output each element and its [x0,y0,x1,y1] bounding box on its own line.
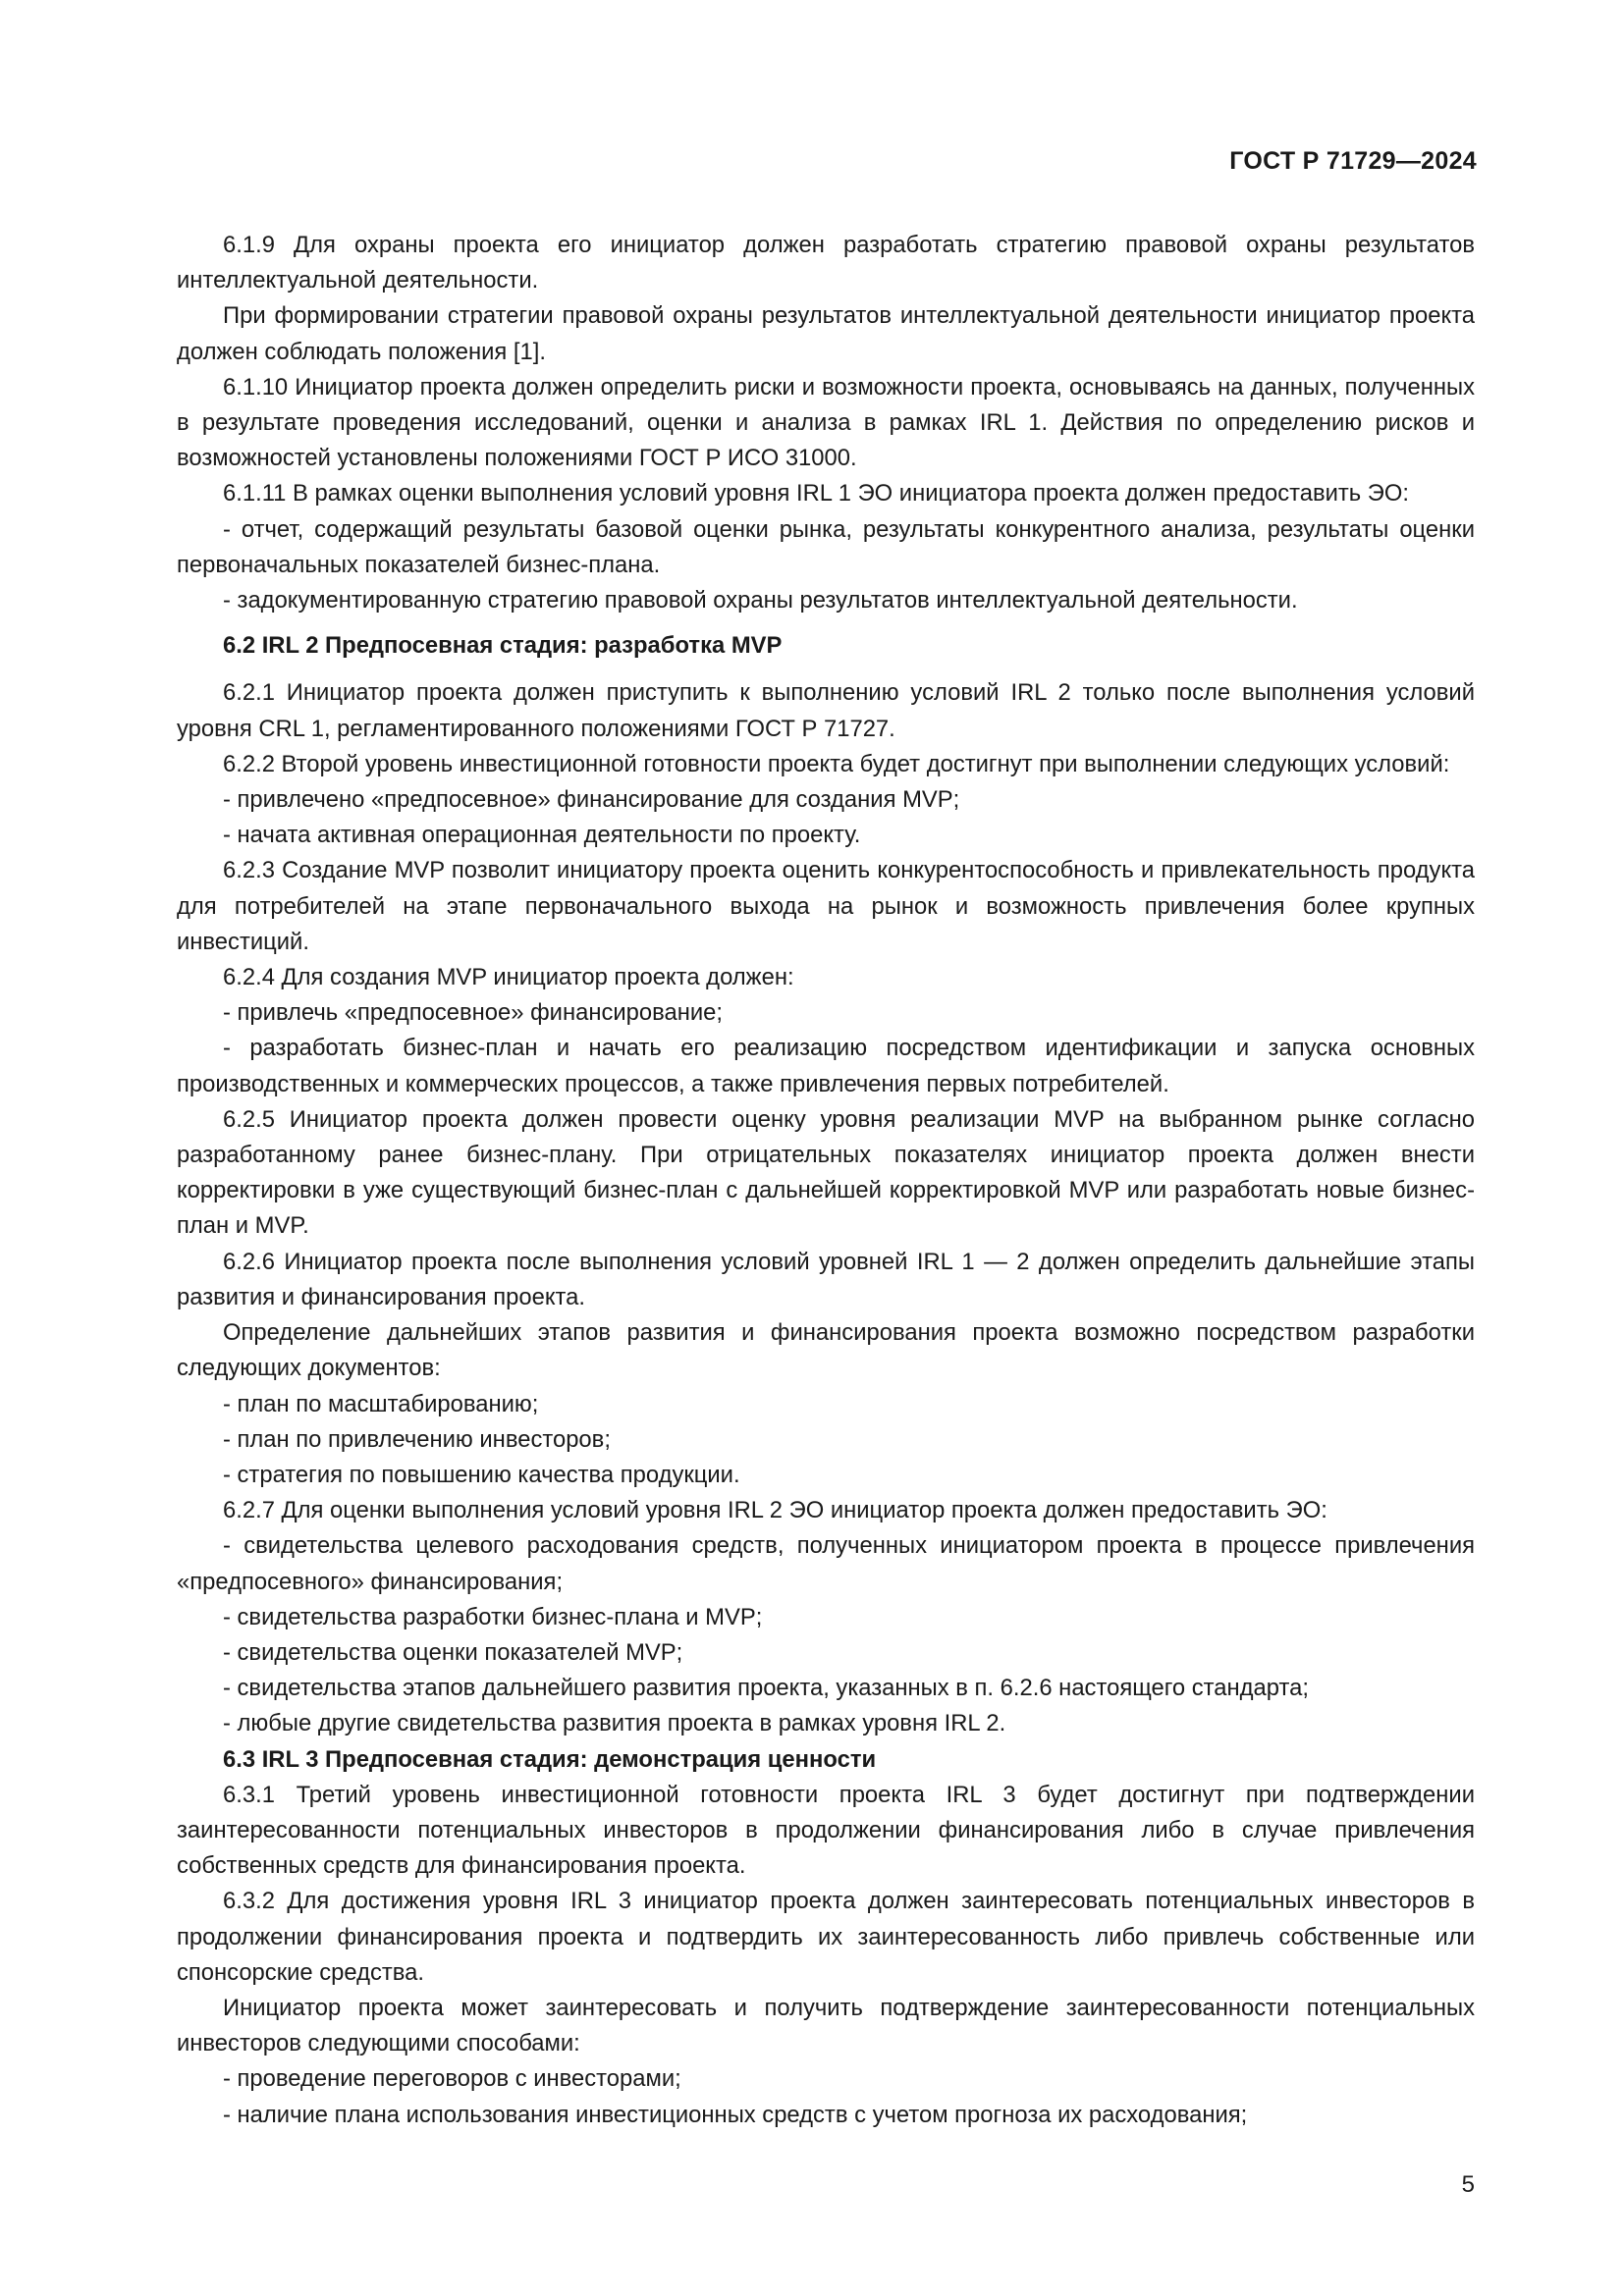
list-item: - любые другие свидетельства развития проекта в рамках уровня IRL 2. [223,1710,1006,1737]
list-item: - наличие плана использования инвестиционных средств с учетом прогноза их расходования; [223,2101,1248,2128]
paragraph-6-2-1: 6.2.1 Инициатор проекта должен приступить к выполнению условий IRL 2 только после выполнения условий уровня CRL 1, регламентированного положениями ГОСТ Р 71727. [177,679,1475,742]
paragraph-6-2-4: 6.2.4 Для создания MVP инициатор проекта должен: [223,964,794,991]
paragraph-6-2-5: 6.2.5 Инициатор проекта должен провести оценку уровня реализации MVP на выбранном рынке согласно разработанному ранее бизнес-плану. При отрицательных показателях инициатор проекта должен внести корректировки в уже существующий бизнес-план с дальнейшей корректировкой MVP или разработать новые бизнес-план и MVP. [177,1105,1475,1240]
paragraph: Определение дальнейших этапов развития и финансирования проекта возможно посредством разработки следующих документов: [177,1319,1475,1382]
paragraph-6-2-2: 6.2.2 Второй уровень инвестиционной готовности проекта будет достигнут при выполнении следующих условий: [223,750,1450,777]
list-item: - задокументированную стратегию правовой охраны результатов интеллектуальной деятельности. [223,587,1298,614]
list-item: - план по привлечению инвесторов; [223,1425,611,1453]
list-item: - привлечь «предпосевное» финансирование; [223,999,724,1027]
section-heading-6-2: 6.2 IRL 2 Предпосевная стадия: разработка MVP [223,632,783,660]
list-item: - разработать бизнес-план и начать его реализацию посредством идентификации и запуска основных производственных и коммерческих процессов, а также привлечения первых потребителей. [177,1035,1475,1097]
list-item: - начата активная операционная деятельности по проекту. [223,822,861,849]
paragraph-6-2-6: 6.2.6 Инициатор проекта после выполнения условий уровней IRL 1 — 2 должен определить дальнейшие этапы развития и финансирования проекта. [177,1248,1475,1310]
list-item: - проведение переговоров с инвесторами; [223,2065,681,2093]
document-body [177,228,1475,2133]
paragraph: Инициатор проекта может заинтересовать и получить подтверждение заинтересованности потенциальных инвесторов следующими способами: [177,1994,1475,2057]
section-heading-6-3: 6.3 IRL 3 Предпосевная стадия: демонстрация ценности [223,1745,877,1773]
paragraph-6-2-3: 6.2.3 Создание MVP позволит инициатору проекта оценить конкурентоспособность и привлекательность продукта для потребителей на этапе первоначального выхода на рынок и возможность привлечения более крупных инвестиций. [177,857,1475,955]
list-item: - привлечено «предпосевное» финансирование для создания MVP; [223,786,960,814]
paragraph-6-1-9: 6.1.9 Для охраны проекта его инициатор должен разработать стратегию правовой охраны результатов интеллектуальной деятельности. [177,232,1475,294]
document-header: ГОСТ Р 71729—2024 [1229,147,1477,175]
paragraph-6-3-2: 6.3.2 Для достижения уровня IRL 3 инициатор проекта должен заинтересовать потенциальных инвесторов в продолжении финансирования проекта и подтвердить их заинтересованность либо привлечь собственные или спонсорские средства. [177,1888,1475,1986]
list-item: - свидетельства разработки бизнес-плана и MVP; [223,1603,763,1630]
page-number: 5 [1461,2171,1475,2198]
list-item: - отчет, содержащий результаты базовой оценки рынка, результаты конкурентного анализа, результаты оценки первоначальных показателей бизнес-плана. [177,515,1475,578]
list-item: - план по масштабированию; [223,1390,539,1417]
paragraph-6-2-7: 6.2.7 Для оценки выполнения условий уровня IRL 2 ЭО инициатор проекта должен предоставить ЭО: [223,1497,1327,1524]
list-item: - стратегия по повышению качества продукции. [223,1461,740,1488]
list-item: - свидетельства целевого расходования средств, полученных инициатором проекта в процессе привлечения «предпосевного» финансирования; [177,1532,1475,1595]
paragraph-6-1-11: 6.1.11 В рамках оценки выполнения условий уровня IRL 1 ЭО инициатора проекта должен предоставить ЭО: [223,480,1410,507]
list-item: - свидетельства оценки показателей MVP; [223,1638,683,1666]
paragraph-6-3-1: 6.3.1 Третий уровень инвестиционной готовности проекта IRL 3 будет достигнут при подтверждении заинтересованности потенциальных инвесторов в продолжении финансирования либо в случае привлечения собственных средств для финансирования проекта. [177,1781,1475,1880]
list-item: - свидетельства этапов дальнейшего развития проекта, указанных в п. 6.2.6 настоящего стандарта; [223,1675,1309,1702]
paragraph-6-1-10: 6.1.10 Инициатор проекта должен определить риски и возможности проекта, основываясь на данных, полученных в результате проведения исследований, оценки и анализа в рамках IRL 1. Действия по определению рисков и возможностей установлены положениями ГОСТ Р ИСО 31000. [177,373,1475,472]
paragraph: При формировании стратегии правовой охраны результатов интеллектуальной деятельности инициатор проекта должен соблюдать положения [1]. [177,302,1475,365]
